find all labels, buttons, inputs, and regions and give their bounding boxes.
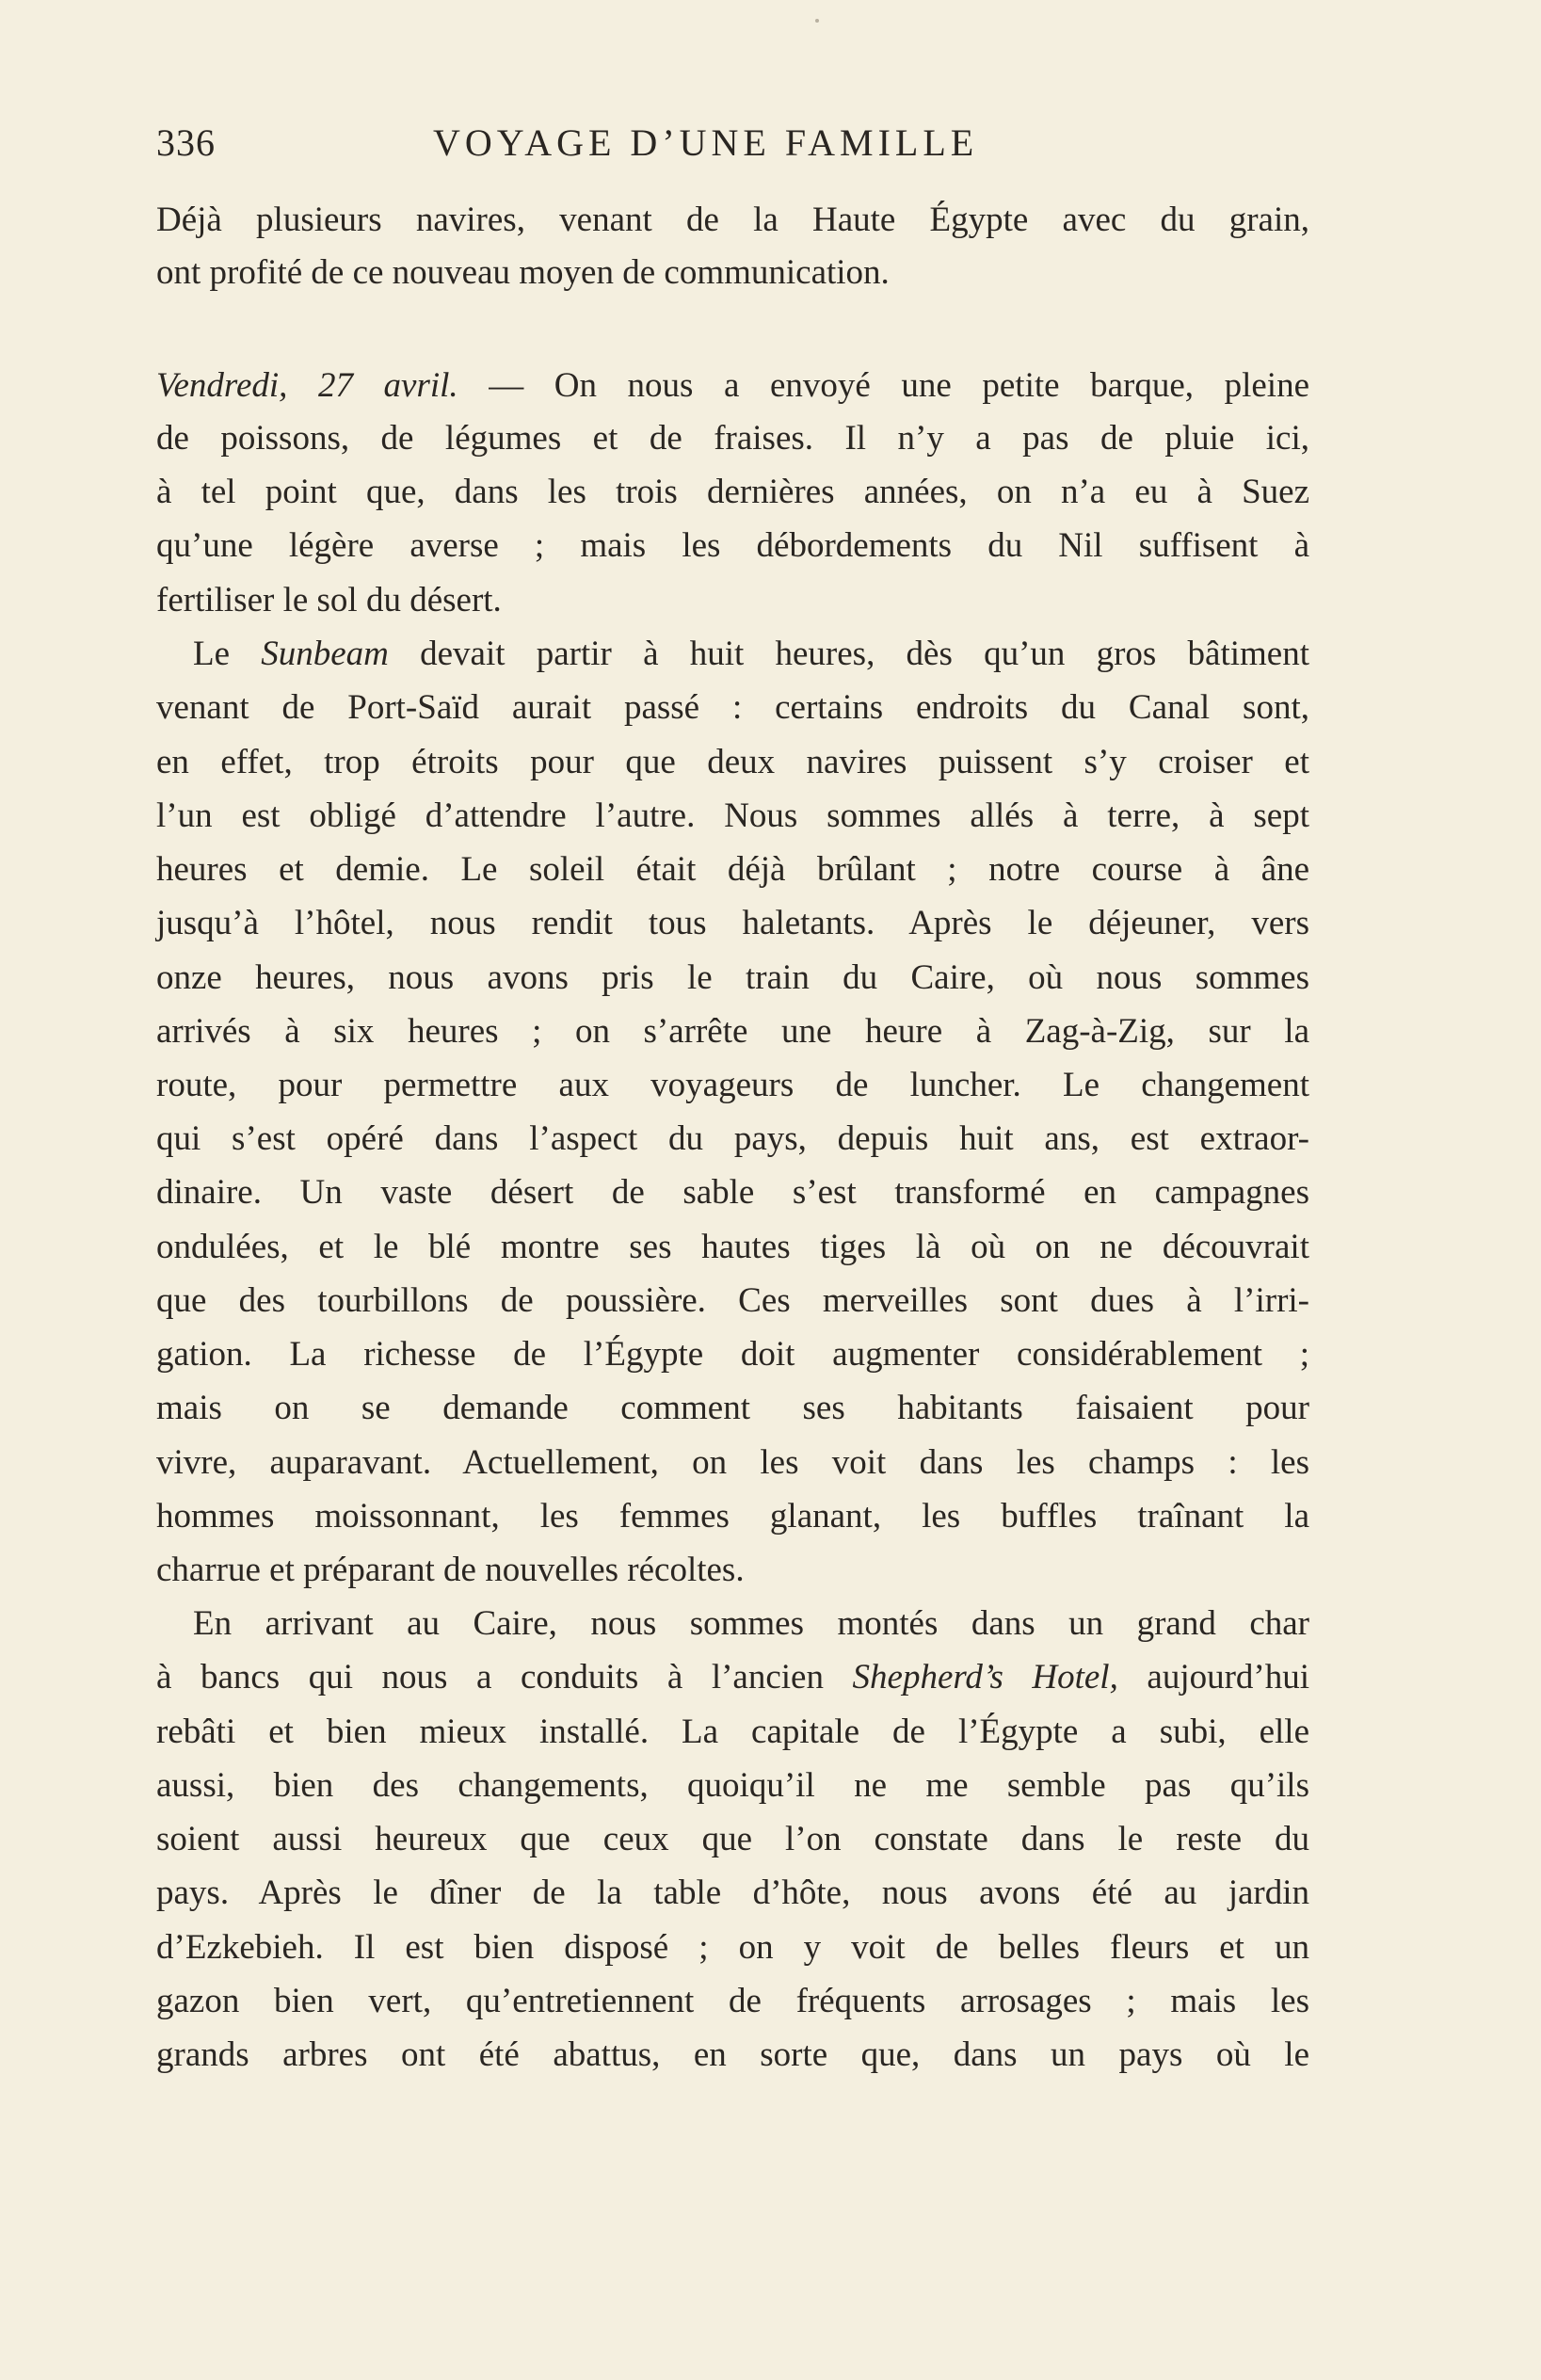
- text-line: soient aussi heureux que ceux que l’on constate dans le reste du: [156, 1820, 1309, 1858]
- text-line: route, pour permettre aux voyageurs de luncher. Le changement: [156, 1066, 1309, 1104]
- text-line: aussi, bien des changements, quoiqu’il ne me semble pas qu’ils: [156, 1766, 1309, 1805]
- text-line: Le Sunbeam devait partir à huit heures, dès qu’un gros bâtiment: [193, 635, 1310, 673]
- dateline: Vendredi, 27 avril.: [156, 366, 458, 405]
- text-line: que des tourbillons de poussière. Ces merveilles sont dues à l’irri-: [156, 1281, 1309, 1320]
- text-line: fertiliser le sol du désert.: [156, 581, 502, 619]
- text-line: arrivés à six heures ; on s’arrête une heure à Zag-à-Zig, sur la: [156, 1012, 1309, 1051]
- text-line: de poissons, de légumes et de fraises. Il n’y a pas de pluie ici,: [156, 419, 1309, 458]
- text-line: mais on se demande comment ses habitants faisaient pour: [156, 1389, 1309, 1427]
- text-line: à bancs qui nous a conduits à l’ancien Shepherd’s Hotel, aujourd’hui: [156, 1658, 1310, 1697]
- text-line: gazon bien vert, qu’entretiennent de fréquents arrosages ; mais les: [156, 1982, 1309, 2020]
- text-line: onze heures, nous avons pris le train du Caire, où nous sommes: [156, 958, 1309, 997]
- running-header: [156, 115, 1309, 171]
- text-line: jusqu’à l’hôtel, nous rendit tous haletants. Après le déjeuner, vers: [156, 904, 1309, 942]
- print-speck: [815, 19, 819, 23]
- text-line: grands arbres ont été abattus, en sorte que, dans un pays où le: [156, 2035, 1309, 2074]
- text-line: heures et demie. Le soleil était déjà brûlant ; notre course à âne: [156, 850, 1309, 889]
- text-line: charrue et préparant de nouvelles récoltes.: [156, 1551, 745, 1589]
- text-line: pays. Après le dîner de la table d’hôte, nous avons été au jardin: [156, 1873, 1309, 1912]
- text-line: vivre, auparavant. Actuellement, on les voit dans les champs : les: [156, 1443, 1309, 1482]
- text-line: Vendredi, 27 avril. — On nous a envoyé une petite barque, pleine: [156, 366, 1309, 405]
- text-line: l’un est obligé d’attendre l’autre. Nous sommes allés à terre, à sept: [156, 796, 1309, 835]
- text-line: d’Ezkebieh. Il est bien disposé ; on y voit de belles fleurs et un: [156, 1928, 1309, 1967]
- text-line: gation. La richesse de l’Égypte doit augmenter considérablement ;: [156, 1335, 1309, 1374]
- hotel-name: Shepherd’s Hotel,: [852, 1658, 1118, 1697]
- text-line: venant de Port-Saïd aurait passé : certains endroits du Canal sont,: [156, 688, 1309, 727]
- text-line: En arrivant au Caire, nous sommes montés dans un grand char: [193, 1604, 1309, 1643]
- text-line: rebâti et bien mieux installé. La capitale de l’Égypte a subi, elle: [156, 1713, 1309, 1751]
- text-line: ont profité de ce nouveau moyen de communication.: [156, 253, 890, 292]
- text-line: hommes moissonnant, les femmes glanant, les buffles traînant la: [156, 1497, 1309, 1536]
- ship-name: Sunbeam: [261, 635, 389, 673]
- text-line: ondulées, et le blé montre ses hautes tiges là où on ne découvrait: [156, 1228, 1309, 1266]
- running-title: VOYAGE D’UNE FAMILLE: [433, 121, 979, 164]
- text-line: en effet, trop étroits pour que deux navires puissent s’y croiser et: [156, 743, 1309, 781]
- text-line: Déjà plusieurs navires, venant de la Haute Égypte avec du grain,: [156, 201, 1309, 239]
- text-line: dinaire. Un vaste désert de sable s’est transformé en campagnes: [156, 1173, 1309, 1212]
- page-number: 336: [156, 121, 216, 164]
- text-line: à tel point que, dans les trois dernières années, on n’a eu à Suez: [156, 473, 1309, 511]
- text-line: qui s’est opéré dans l’aspect du pays, depuis huit ans, est extraor-: [156, 1119, 1309, 1158]
- text-line: qu’une légère averse ; mais les débordements du Nil suffisent à: [156, 526, 1309, 565]
